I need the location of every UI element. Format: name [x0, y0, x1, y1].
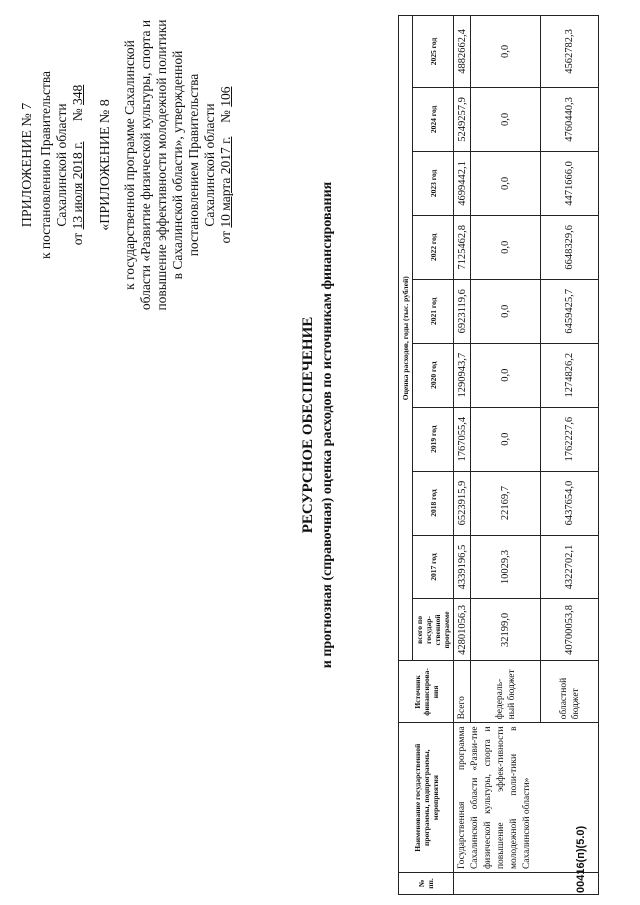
header-name: Наименование государственной программы, подпрограммы, мероприятия — [399, 723, 454, 873]
appendix-8-line6: Сахалинской области — [202, 103, 217, 227]
appendix-8-line3: повышение эффективности молодежной политики — [154, 19, 169, 311]
table-row — [454, 16, 471, 895]
appendix-8-number: 106 — [218, 86, 233, 107]
value-cell: 1274826,2 — [541, 343, 599, 407]
appendix-7-date-line: от 13 июля 2018 г. № 348 — [70, 84, 85, 246]
header-year: 2017 год — [413, 535, 454, 599]
appendix-7-number: 348 — [70, 84, 85, 105]
value-cell: 0,0 — [471, 151, 541, 215]
value-cell: 4471666,0 — [541, 151, 599, 215]
value-cell: 0,0 — [471, 215, 541, 279]
value-cell: 0,0 — [471, 279, 541, 343]
header-year: 2022 год — [413, 215, 454, 279]
value-cell: 6648329,6 — [541, 215, 599, 279]
value-cell: 4882662,4 — [454, 16, 471, 88]
value-cell: 4339196,5 — [454, 535, 471, 599]
value-cell: 40700053,8 — [541, 599, 599, 661]
appendix-8-line1: к государственной программе Сахалинской — [122, 40, 137, 290]
value-cell: 6459425,7 — [541, 279, 599, 343]
value-cell: 0,0 — [471, 16, 541, 88]
document-title: РЕСУРСНОЕ ОБЕСПЕЧЕНИЕ — [300, 316, 316, 534]
value-cell: 4562782,3 — [541, 16, 599, 88]
header-year: 2025 год — [413, 16, 454, 88]
source-cell: областной бюджет — [541, 661, 599, 723]
appendix-7-title: ПРИЛОЖЕНИЕ № 7 — [20, 102, 35, 228]
appendix-8-line2: области «Развитие физической культуры, спорта и — [138, 19, 153, 311]
header-year: 2021 год — [413, 279, 454, 343]
value-cell: 6923119,6 — [454, 279, 471, 343]
resource-table — [398, 15, 599, 895]
appendix-header — [20, 10, 234, 320]
value-cell: 0,0 — [471, 87, 541, 151]
value-cell: 1290943,7 — [454, 343, 471, 407]
appendix-8-date-line: от 10 марта 2017 г. № 106 — [218, 86, 233, 244]
header-group: Оценка расходов, годы (тыс. рублей) — [399, 16, 413, 661]
appendix-7-date: 13 июля 2018 г. — [70, 141, 85, 230]
value-cell: 4760440,3 — [541, 87, 599, 151]
appendix-8-line4: в Сахалинской области», утвержденной — [170, 50, 185, 280]
value-cell: 0,0 — [471, 343, 541, 407]
source-cell: Всего — [454, 661, 471, 723]
header-year: 2024 год — [413, 87, 454, 151]
appendix-7-line1: к постановлению Правительства — [38, 70, 53, 260]
value-cell: 42801056,3 — [454, 599, 471, 661]
value-cell: 4322702,1 — [541, 535, 599, 599]
document-subtitle: и прогнозная (справочная) оценка расходов по источникам финансирования — [320, 181, 335, 669]
header-total: всего по государ-ственной программе — [413, 599, 454, 661]
header-no: № пп. — [399, 873, 454, 895]
value-cell: 4699442,1 — [454, 151, 471, 215]
document-code: 00416(п)(5.0) — [575, 825, 587, 893]
appendix-8-line5: постановлением Правительства — [186, 73, 201, 257]
appendix-8-date: 10 марта 2017 г. — [218, 136, 233, 228]
value-cell: 5249257,9 — [454, 87, 471, 151]
value-cell: 1767055,4 — [454, 407, 471, 471]
value-cell: 7125462,8 — [454, 215, 471, 279]
appendix-8-title: «ПРИЛОЖЕНИЕ № 8 — [98, 99, 113, 231]
header-year: 2019 год — [413, 407, 454, 471]
source-cell: федераль-ный бюджет — [471, 661, 541, 723]
header-source: Источник финансирова-ния — [399, 661, 454, 723]
header-year: 2023 год — [413, 151, 454, 215]
value-cell: 6523915,9 — [454, 471, 471, 535]
value-cell: 10029,3 — [471, 535, 541, 599]
value-cell: 22169,7 — [471, 471, 541, 535]
appendix-7-line2: Сахалинской области — [54, 103, 69, 227]
program-name-cell: Государственная программа Сахалинской области «Разви-тие физической культуры, спорта и повышение эффек-тивности молодежной поли-тики в Сахалинской области» — [454, 723, 599, 873]
value-cell: 0,0 — [471, 407, 541, 471]
value-cell: 6437654,0 — [541, 471, 599, 535]
header-year: 2020 год — [413, 343, 454, 407]
value-cell: 32199,0 — [471, 599, 541, 661]
header-year: 2018 год — [413, 471, 454, 535]
value-cell: 1762227,6 — [541, 407, 599, 471]
